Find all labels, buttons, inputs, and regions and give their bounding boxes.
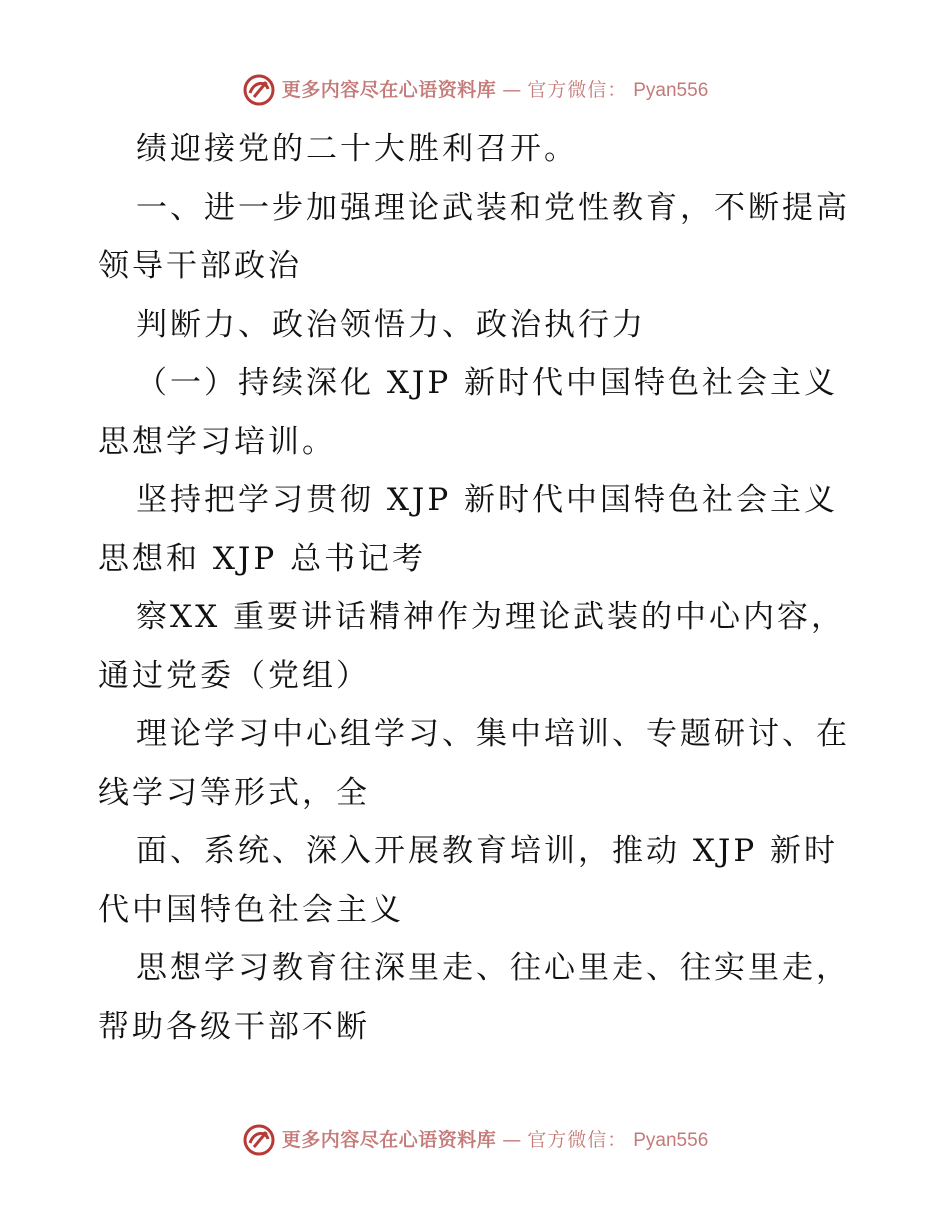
header-wechat-id: Pyan556 <box>633 79 709 101</box>
footer-wechat-label: 官方微信： <box>527 1128 628 1151</box>
section-heading-line: 领导干部政治 <box>98 248 302 284</box>
header-banner-text: 更多内容尽在心语资料库 <box>281 78 497 101</box>
body-line: 帮助各级干部不断 <box>98 1008 370 1045</box>
body-line: 面、系统、深入开展教育培训，推动 XJP 新时 <box>136 833 839 869</box>
body-line: 思想和 XJP 总书记考 <box>98 540 427 577</box>
header-banner <box>0 70 950 110</box>
body-line: 判断力、政治领悟力、政治执行力 <box>136 306 646 343</box>
body-line: 理论学习中心组学习、集中培训、专题研讨、在 <box>136 716 850 752</box>
body-line: 绩迎接党的二十大胜利召开。 <box>136 131 578 167</box>
body-line: 通过党委（党组） <box>98 657 370 694</box>
footer-banner-text: 更多内容尽在心语资料库 <box>281 1128 497 1151</box>
red-swirl-logo-icon <box>242 1123 276 1157</box>
header-wechat-label: 官方微信： <box>527 78 628 101</box>
subsection-heading-line: 思想学习培训。 <box>98 423 336 460</box>
body-line: 察XX 重要讲话精神作为理论武装的中心内容， <box>136 599 845 635</box>
section-heading-line: 一、进一步加强理论武装和党性教育，不断提高 <box>136 189 850 226</box>
document-body <box>98 120 858 1056</box>
footer-banner <box>0 1120 950 1160</box>
red-swirl-logo-icon <box>242 73 276 107</box>
body-line: 线学习等形式，全 <box>98 774 370 811</box>
body-line: 坚持把学习贯彻 XJP 新时代中国特色社会主义 <box>136 482 839 518</box>
footer-wechat-id: Pyan556 <box>633 1129 709 1151</box>
header-banner-separator: — <box>502 78 522 101</box>
subsection-heading-line: （一）持续深化 XJP 新时代中国特色社会主义 <box>136 365 839 401</box>
body-line: 思想学习教育往深里走、往心里走、往实里走， <box>136 950 850 986</box>
body-line: 代中国特色社会主义 <box>98 891 404 928</box>
footer-banner-separator: — <box>502 1128 522 1151</box>
